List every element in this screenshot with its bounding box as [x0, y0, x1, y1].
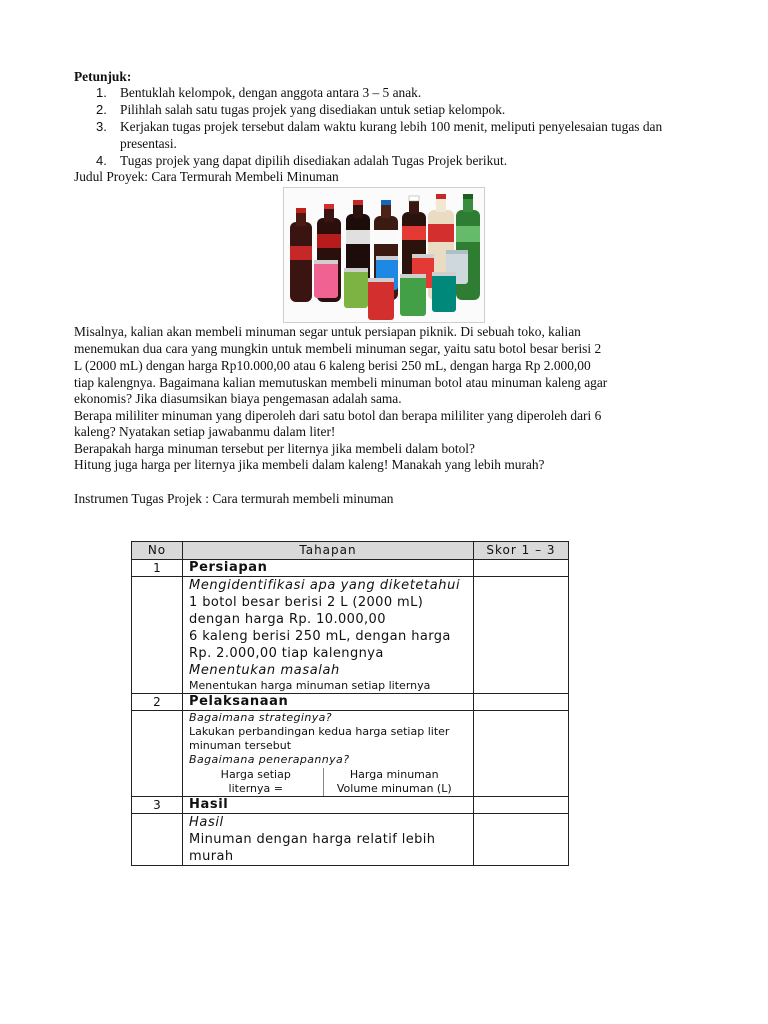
formula-text: liternya =: [228, 782, 283, 795]
formula-text: Volume minuman (L): [336, 782, 452, 795]
formula-text: Harga minuman: [349, 768, 439, 781]
table-row: [132, 711, 569, 797]
list-number: 1.: [96, 85, 107, 100]
score-cell[interactable]: [474, 711, 569, 797]
persiapan-details: [183, 577, 474, 694]
list-item: [74, 152, 714, 169]
hasil-details: [183, 814, 474, 866]
list-text: Pilihlah salah satu tugas projek yang disediakan untuk setiap kelompok.: [120, 102, 506, 117]
header-no: No: [132, 542, 183, 560]
drinks-bottles-cans-image: [284, 188, 484, 322]
bottle-line: dengan harga Rp. 10.000,00: [189, 612, 386, 627]
list-text: Kerjakan tugas projek tersebut dalam waktu kurang lebih 100 menit, meliputi penyelesaian tugas dan presentasi.: [120, 119, 663, 151]
problem-text: Menentukan harga minuman setiap liternya: [189, 679, 431, 692]
score-cell[interactable]: [474, 577, 569, 694]
empty-cell: [132, 711, 183, 797]
table-row: [132, 814, 569, 866]
row-number: 1: [132, 560, 183, 577]
instrument-table: [131, 541, 569, 866]
table-row: [132, 694, 569, 711]
score-cell[interactable]: [474, 694, 569, 711]
strategy-line: minuman tersebut: [189, 739, 292, 752]
list-item: [74, 118, 714, 152]
table-row: [132, 797, 569, 814]
project-title: Judul Proyek: Cara Termurah Membeli Minuman: [74, 169, 339, 184]
section-title: Hasil: [183, 797, 474, 814]
section-title: Persiapan: [183, 560, 474, 577]
question-line: Berapakah harga minuman tersebut per liternya jika membeli dalam botol?: [74, 441, 475, 456]
result-line: murah: [189, 849, 234, 864]
question-line: Hitung juga harga per liternya jika membeli dalam kaleng! Manakah yang lebih murah?: [74, 457, 545, 472]
table-header-row: [132, 542, 569, 560]
empty-cell: [132, 577, 183, 694]
formula-left: [189, 768, 324, 796]
paragraph-line: ekonomis? Jika diasumsikan biaya pengemasan adalah sama.: [74, 391, 402, 406]
petunjuk-heading: Petunjuk:: [74, 69, 132, 84]
table-row: [132, 577, 569, 694]
bottle-line: 1 botol besar berisi 2 L (2000 mL): [189, 595, 424, 610]
list-text: Tugas projek yang dapat dipilih disediakan adalah Tugas Projek berikut.: [120, 153, 508, 168]
empty-cell: [132, 814, 183, 866]
list-text: Bentuklah kelompok, dengan anggota antara 3 – 5 anak.: [120, 85, 422, 100]
score-cell[interactable]: [474, 814, 569, 866]
paragraph-line: L (2000 mL) dengan harga Rp10.000,00 atau 6 kaleng berisi 250 mL, dengan harga Rp 2.000,00: [74, 358, 591, 373]
strategy-label: Bagaimana strateginya?: [189, 711, 333, 724]
list-number: 3.: [96, 119, 107, 134]
list-item: [74, 84, 714, 101]
paragraph-line: Misalnya, kalian akan membeli minuman segar untuk persiapan piknik. Di sebuah toko, kalian: [74, 324, 581, 339]
result-line: Minuman dengan harga relatif lebih: [189, 832, 436, 847]
price-formula: [189, 768, 465, 796]
list-item: [74, 101, 714, 118]
row-number: 2: [132, 694, 183, 711]
table-row: [132, 560, 569, 577]
pelaksanaan-details: [183, 711, 474, 797]
header-tahapan: Tahapan: [183, 542, 474, 560]
score-cell[interactable]: [474, 797, 569, 814]
instrument-title: Instrumen Tugas Projek : Cara termurah membeli minuman: [74, 491, 394, 506]
can-line: 6 kaleng berisi 250 mL, dengan harga: [189, 629, 451, 644]
identify-label: Mengidentifikasi apa yang diketetahui: [189, 578, 461, 593]
question-line: Berapa mililiter minuman yang diperoleh dari satu botol dan berapa mililiter yang diperoleh dari 6: [74, 408, 602, 423]
can-line: Rp. 2.000,00 tiap kalengnya: [189, 646, 384, 661]
paragraph-line: menemukan dua cara yang mungkin untuk membeli minuman segar, yaitu satu botol besar berisi 2: [74, 341, 602, 356]
row-number: 3: [132, 797, 183, 814]
list-number: 2.: [96, 102, 107, 117]
list-number: 4.: [96, 153, 107, 168]
drinks-photo: [283, 187, 485, 323]
header-skor: Skor 1 – 3: [474, 542, 569, 560]
score-cell[interactable]: [474, 560, 569, 577]
paragraph-line: tiap kalengnya. Bagaimana kalian memutuskan membeli minuman botol atau minuman kaleng agar: [74, 375, 608, 390]
problem-label: Menentukan masalah: [189, 663, 340, 678]
formula-text: Harga setiap: [220, 768, 291, 781]
question-line: kaleng? Nyatakan setiap jawabanmu dalam liter!: [74, 424, 336, 439]
section-title: Pelaksanaan: [183, 694, 474, 711]
strategy-line: Lakukan perbandingan kedua harga setiap liter: [189, 725, 450, 738]
instructions-list: [74, 84, 714, 169]
apply-label: Bagaimana penerapannya?: [189, 753, 350, 766]
result-label: Hasil: [189, 815, 224, 830]
formula-right: [324, 768, 465, 796]
